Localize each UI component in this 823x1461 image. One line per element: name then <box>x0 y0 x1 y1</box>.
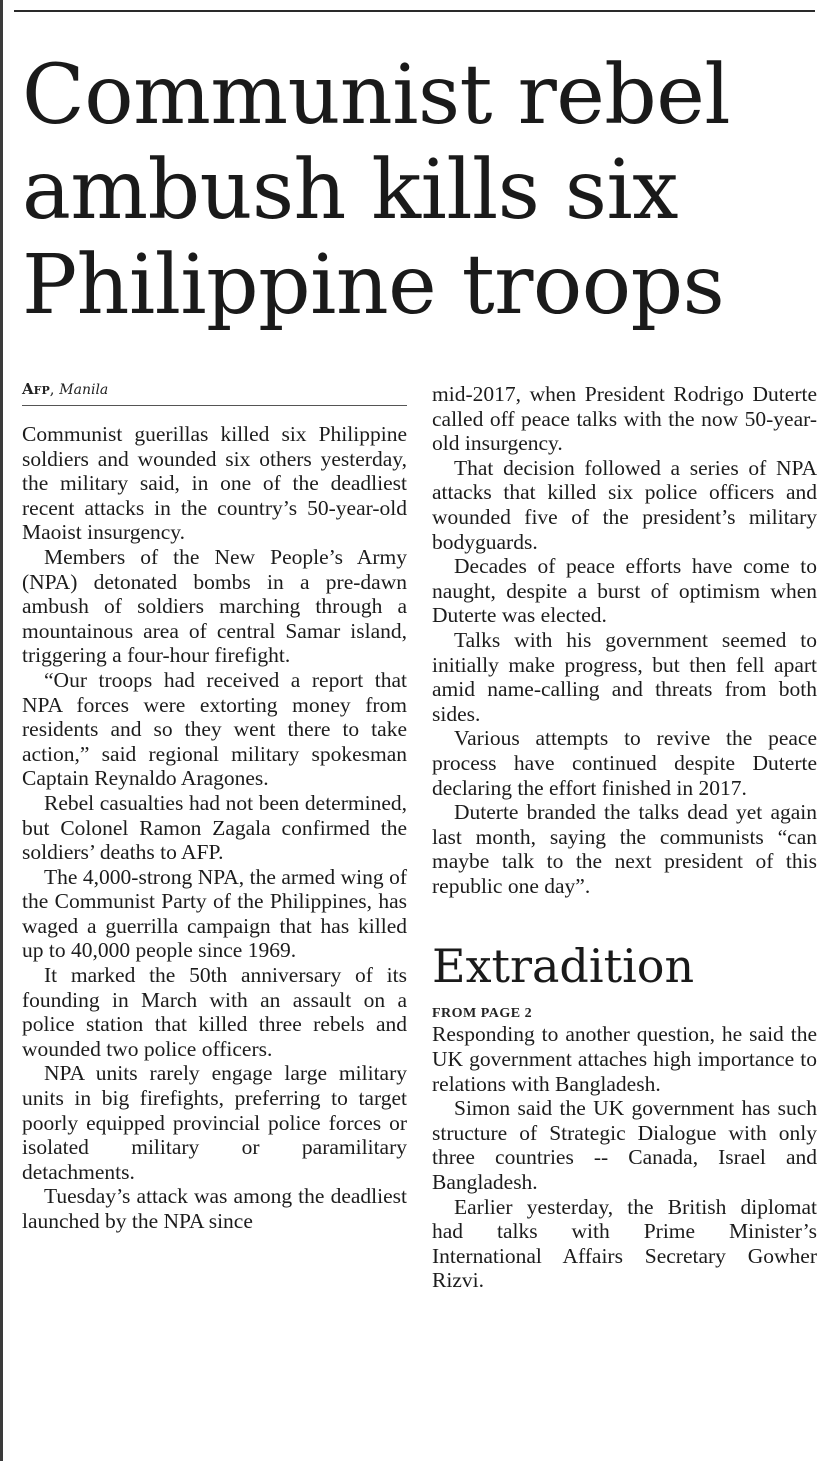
paragraph: Rebel casualties had not been determined, but Colonel Ramon Zagala confirmed the soldiers’ deaths to AFP. <box>22 790 407 865</box>
byline <box>22 380 108 398</box>
paragraph: Various attempts to revive the peace process have continued despite Duterte declaring the effort finished in 2017. <box>432 726 817 800</box>
paragraph: mid-2017, when President Rodrigo Duterte called off peace talks with the now 50-year-old insurgency. <box>432 382 817 456</box>
jump-line: FROM PAGE 2 <box>432 1006 533 1022</box>
paragraph: It marked the 50th anniversary of its founding in March with an assault on a police station that killed three rebels and wounded two police officers. <box>22 963 407 1061</box>
byline-agency: Afp <box>22 380 50 398</box>
top-rule <box>14 10 815 12</box>
article-column-right <box>432 382 817 1461</box>
paragraph: That decision followed a series of NPA attacks that killed six police officers and wounded five of the president’s military bodyguards. <box>432 455 817 554</box>
paragraph: Earlier yesterday, the British diplomat had talks with Prime Minister’s International Affairs Secretary Gowher Rizvi. <box>432 1194 817 1293</box>
paragraph: Decades of peace efforts have come to naught, despite a burst of optimism when Duterte was elected. <box>432 554 817 628</box>
byline-separator: , <box>49 380 60 398</box>
paragraph: Members of the New People’s Army (NPA) detonated bombs in a pre-dawn ambush of soldiers marching through a mountainous area of central Samar island, triggering a four-hour firefight. <box>22 544 407 668</box>
extradition-heading: Extradition <box>432 939 695 994</box>
byline-rule <box>22 405 407 406</box>
paragraph: Simon said the UK government has such structure of Strategic Dialogue with only three countries -- Canada, Israel and Bangladesh. <box>432 1096 817 1195</box>
byline-place: Manila <box>59 382 109 398</box>
article-headline: Communist rebel ambush kills six Philippine troops <box>22 48 731 333</box>
paragraph: Duterte branded the talks dead yet again last month, saying the communists “can maybe talk to the next president of this republic one day”. <box>432 800 817 898</box>
page-edge-rule <box>0 0 3 1461</box>
paragraph: “Our troops had received a report that NPA forces were extorting money from residents and so they went there to take action,” said regional military spokesman Captain Reynaldo Aragones. <box>22 667 407 791</box>
paragraph: Responding to another question, he said the UK government attaches high importance to relations with Bangladesh. <box>432 1022 817 1096</box>
paragraph: Tuesday’s attack was among the deadliest launched by the NPA since <box>22 1184 407 1233</box>
article-column-left <box>22 422 407 1461</box>
paragraph: Communist guerillas killed six Philippine soldiers and wounded six others yesterday, the military said, in one of the deadliest recent attacks in the country’s 50-year-old Maoist insurgency. <box>22 422 407 545</box>
paragraph: The 4,000-strong NPA, the armed wing of the Communist Party of the Philippines, has waged a guerrilla campaign that has killed up to 40,000 people since 1969. <box>22 864 407 963</box>
paragraph: Talks with his government seemed to initially make progress, but then fell apart amid name-calling and threats from both sides. <box>432 627 817 726</box>
paragraph: NPA units rarely engage large military units in big firefights, preferring to target poorly equipped provincial police forces or isolated military or paramilitary detachments. <box>22 1061 407 1184</box>
